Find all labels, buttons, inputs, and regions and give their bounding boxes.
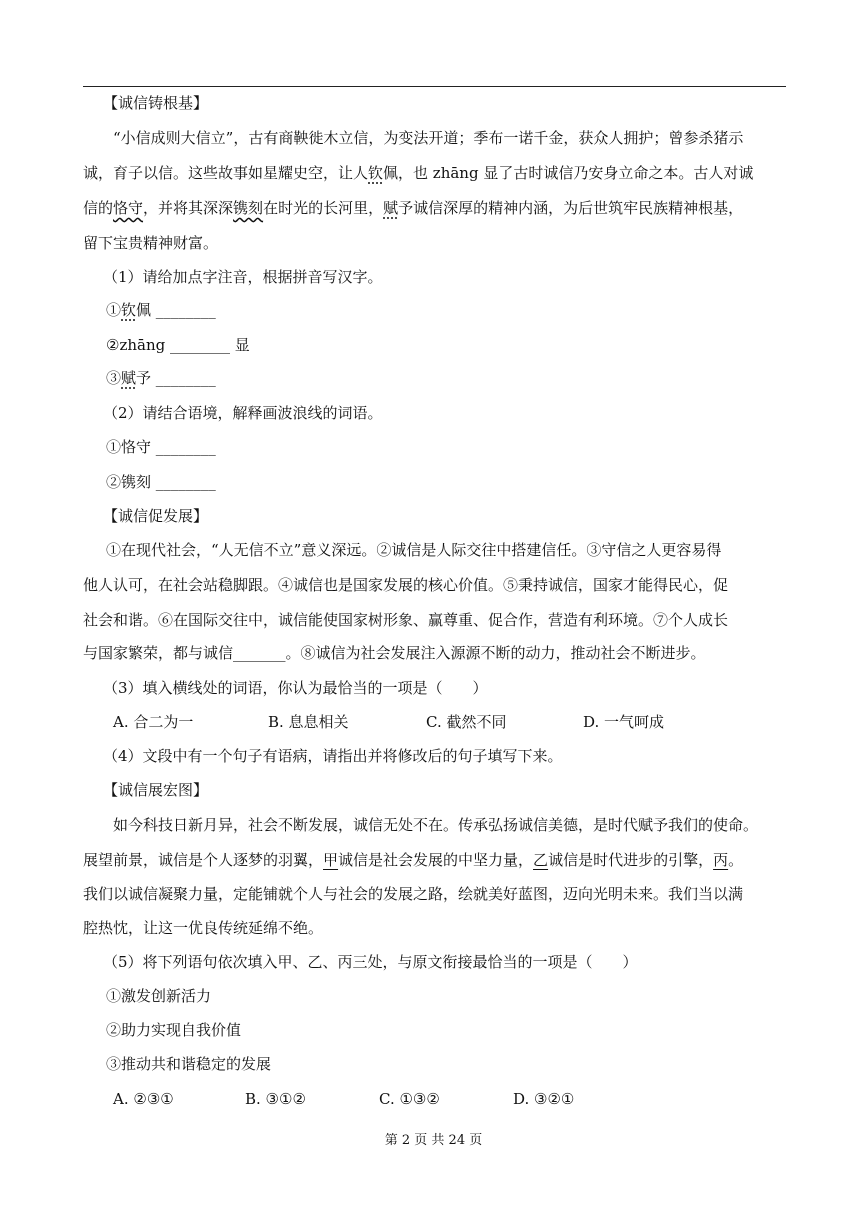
question-1-stem: （1）请给加点字注音，根据拼音写汉字。 xyxy=(103,268,383,286)
page-footer: 第 2 页 共 24 页 xyxy=(384,1133,483,1148)
dotted-char-qin: 钦 xyxy=(368,164,384,182)
question-5-item-3: ③推动共和谐稳定的发展 xyxy=(106,1055,272,1073)
wavy-word-keshou: 恪守 xyxy=(113,199,144,217)
question-5-item-1: ①激发创新活力 xyxy=(106,987,212,1005)
question-3-option-d: D. 一气呵成 xyxy=(583,713,665,731)
question-5-option-a: A. ②③① xyxy=(113,1090,174,1108)
question-4-stem: （4）文段中有一个句子有语病，请指出并将修改后的句子填写下来。 xyxy=(103,747,563,765)
question-2-item-2: ②镌刻 ________ xyxy=(106,473,216,491)
blank-bing: 丙 xyxy=(713,851,729,869)
question-2-stem: （2）请结合语境，解释画波浪线的词语。 xyxy=(103,404,383,422)
section-title-vision: 【诚信展宏图】 xyxy=(103,781,209,799)
question-1-item-1: ①钦佩 ________ xyxy=(106,301,216,319)
question-3-option-c: C. 截然不同 xyxy=(426,713,507,731)
question-5-stem: （5）将下列语句依次填入甲、乙、丙三处，与原文衔接最恰当的一项是（ ） xyxy=(103,953,638,971)
question-5-option-b: B. ③①② xyxy=(245,1090,306,1108)
question-1-item-3: ③赋予 ________ xyxy=(106,369,216,387)
question-5-option-d: D. ③②① xyxy=(513,1090,575,1108)
question-1-item-2: ②zhāng ________ 显 xyxy=(106,336,250,354)
passage-3-line-4: 腔热忱，让这一优良传统延绵不绝。 xyxy=(83,919,324,937)
passage-2-line-2: 他人认可，在社会站稳脚跟。④诚信也是国家发展的核心价值。⑤秉持诚信，国家才能得民心，促 xyxy=(83,576,729,594)
passage-1-line-4: 留下宝贵精神财富。 xyxy=(83,234,219,252)
section-title-development: 【诚信促发展】 xyxy=(103,507,209,525)
passage-2-line-3: 社会和谐。⑥在国际交往中，诚信能使国家树形象、赢尊重、促合作，营造有利环境。⑦个人成长 xyxy=(83,611,729,629)
wavy-word-juanke: 镌刻 xyxy=(233,199,264,217)
passage-3-line-1: 如今科技日新月异，社会不断发展，诚信无处不在。传承弘扬诚信美德，是时代赋予我们的使命。 xyxy=(113,816,759,834)
blank-yi: 乙 xyxy=(533,851,549,869)
passage-2-line-1: ①在现代社会，“人无信不立”意义深远。②诚信是人际交往中搭建信任。③守信之人更容易得 xyxy=(106,541,722,559)
question-5-item-2: ②助力实现自我价值 xyxy=(106,1021,242,1039)
header-rule xyxy=(83,86,786,87)
question-3-stem: （3）填入横线处的词语，你认为最恰当的一项是（ ） xyxy=(103,679,488,697)
passage-2-line-4: 与国家繁荣，都与诚信_______。⑧诚信为社会发展注入源源不断的动力，推动社会不断进步。 xyxy=(83,644,706,662)
passage-1-line-3: 信的恪守，并将其深深镌刻在时光的长河里，赋予诚信深厚的精神内涵，为后世筑牢民族精神根基， xyxy=(83,199,744,217)
question-5-option-c: C. ①③② xyxy=(379,1090,440,1108)
passage-3-line-2: 展望前景，诚信是个人逐梦的羽翼，甲诚信是社会发展的中坚力量，乙诚信是时代进步的引擎，丙。 xyxy=(83,851,744,869)
section-title-foundation: 【诚信铸根基】 xyxy=(103,94,209,112)
passage-3-line-3: 我们以诚信凝聚力量，定能铺就个人与社会的发展之路，绘就美好蓝图，迈向光明未来。我们当以满 xyxy=(83,885,744,903)
question-3-option-a: A. 合二为一 xyxy=(113,713,194,731)
passage-1-line-1: “小信成则大信立”，古有商鞅徙木立信，为变法开道；季布一诺千金，获众人拥护；曾参杀猪示 xyxy=(113,129,744,147)
question-2-item-1: ①恪守 ________ xyxy=(106,438,216,456)
blank-jia: 甲 xyxy=(323,851,339,869)
dotted-char-fu: 赋 xyxy=(383,199,399,217)
passage-1-line-2: 诚，育子以信。这些故事如星耀史空，让人钦佩，也 zhāng 显了古时诚信乃安身立命之本。古人对诚 xyxy=(83,164,754,182)
question-3-option-b: B. 息息相关 xyxy=(268,713,349,731)
